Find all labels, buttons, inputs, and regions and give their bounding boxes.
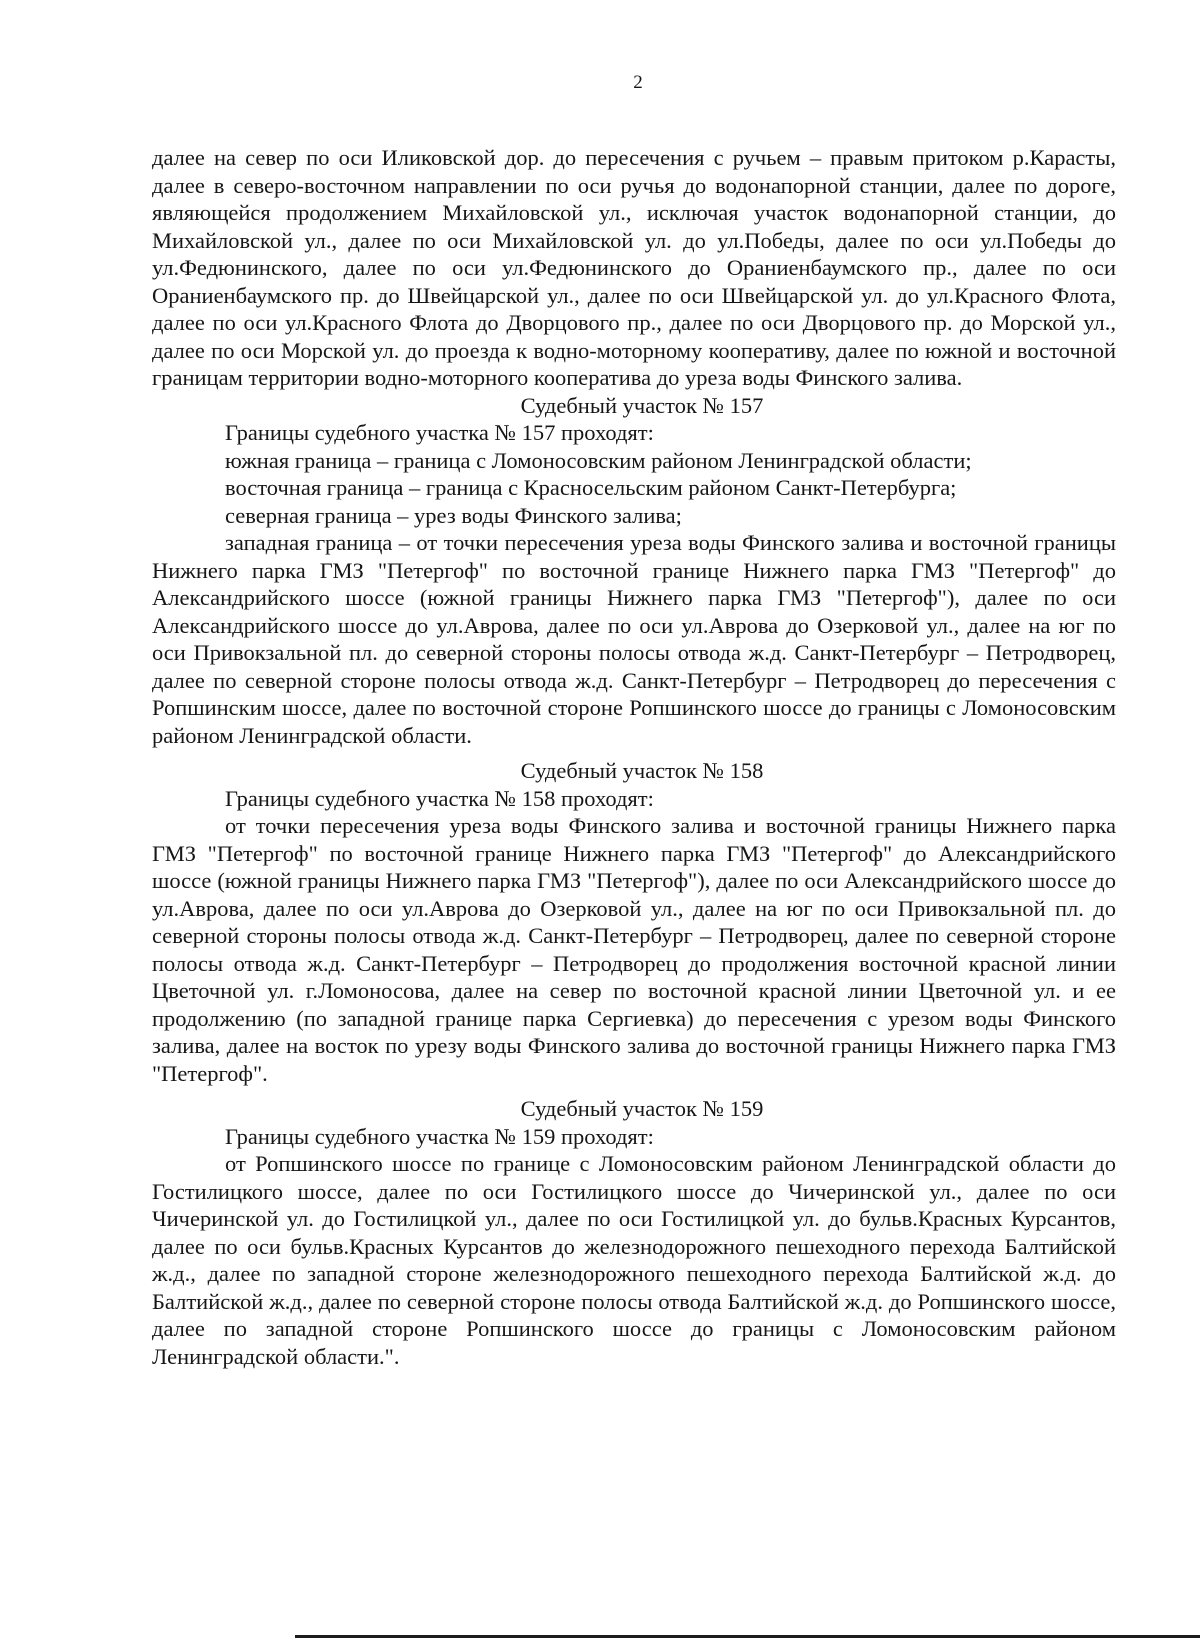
section-157-east-border: восточная граница – граница с Красносельским районом Санкт-Петербурга; [225,475,957,500]
document-body [152,144,1116,1370]
section-157-west-border: западная граница – от точки пересечения уреза воды Финского залива и восточной границы Нижнего парка ГМЗ "Петергоф" по восточной границе Нижнего парка ГМЗ "Петергоф" до Александрийского шоссе (южной границы Нижнего парка ГМЗ "Петергоф"), далее по оси Александрийского шоссе до ул.Аврова, далее по оси ул.Аврова до Озерковой ул., далее на юг по оси Привокзальной пл. до северной стороны полосы отвода ж.д. Санкт-Петербург – Петродворец, далее по северной стороне полосы отвода ж.д. Санкт-Петербург – Петродворец до пересечения с Ропшинским шоссе, далее по восточной стороне Ропшинского шоссе до границы с Ломоносовским районом Ленинградской области. [152,530,1116,748]
intro-paragraph: далее на север по оси Иликовской дор. до пересечения с ручьем – правым притоком р.Карасты, далее в северо-восточном направлении по оси ручья до водонапорной станции, далее по дороге, являющейся продолжением Михайловской ул., исключая участок водонапорной станции, до Михайловской ул., далее по оси Михайловской ул. до ул.Победы, далее по оси ул.Победы до ул.Федюнинского, далее по оси ул.Федюнинского до Ораниенбаумского пр., далее по оси Ораниенбаумского пр. до Швейцарской ул., далее по оси Швейцарской ул. до ул.Красного Флота, далее по оси ул.Красного Флота до Дворцового пр., далее по оси Дворцового пр. до Морской ул., далее по оси Морской ул. до проезда к водно-моторному кооперативу, далее по южной и восточной границам территории водно-моторного кооператива до уреза воды Финского залива. [152,145,1116,390]
section-158-intro: Границы судебного участка № 158 проходят: [225,785,654,811]
section-158 [152,757,1116,1087]
section-157-south-border: южная граница – граница с Ломоносовским районом Ленинградской области; [225,447,972,473]
section-159-intro: Границы судебного участка № 159 проходят: [225,1123,654,1149]
section-158-heading: Судебный участок № 158 [520,758,764,783]
section-158-body: от точки пересечения уреза воды Финского залива и восточной границы Нижнего парка ГМЗ "Петергоф" по восточной границе Нижнего парка ГМЗ "Петергоф" до Александрийского шоссе (южной границы Нижнего парка ГМЗ "Петергоф"), далее по оси Александрийского шоссе до ул.Аврова, далее по оси ул.Аврова до Озерковой ул., далее на юг по оси Привокзальной пл. до северной стороны полосы отвода ж.д. Санкт-Петербург – Петродворец, далее по северной стороне полосы отвода ж.д. Санкт-Петербург – Петродворец до продолжения восточной красной линии Цветочной ул. г.Ломоносова, далее на север по восточной красной линии Цветочной ул. и ее продолжению (по западной границе парка Сергиевка) до пересечения с урезом воды Финского залива, далее на восток по урезу воды Финского залива до восточной границы Нижнего парка ГМЗ "Петергоф". [152,813,1116,1086]
section-159 [152,1095,1116,1370]
bottom-scan-edge [295,1635,1200,1638]
section-159-heading: Судебный участок № 159 [520,1096,764,1121]
page-number: 2 [633,72,643,93]
section-157 [152,392,1116,750]
section-157-intro: Границы судебного участка № 157 проходят: [225,420,654,445]
section-159-body: от Ропшинского шоссе по границе с Ломоносовским районом Ленинградской области до Гостилицкого шоссе, далее по оси Гостилицкого шоссе до Чичеринской ул., далее по оси Чичеринской ул. до Гостилицкой ул., далее по оси Гостилицкой ул. до бульв.Красных Курсантов, далее по оси бульв.Красных Курсантов до железнодорожного пешеходного перехода Балтийской ж.д., далее по западной стороне железнодорожного пешеходного перехода Балтийской ж.д. до Балтийской ж.д., далее по северной стороне полосы отвода Балтийской ж.д. до Ропшинского шоссе, далее по западной стороне Ропшинского шоссе до границы с Ломоносовским районом Ленинградской области.". [152,1151,1116,1369]
section-157-heading: Судебный участок № 157 [520,392,764,418]
section-157-north-border: северная граница – урез воды Финского залива; [225,502,682,528]
